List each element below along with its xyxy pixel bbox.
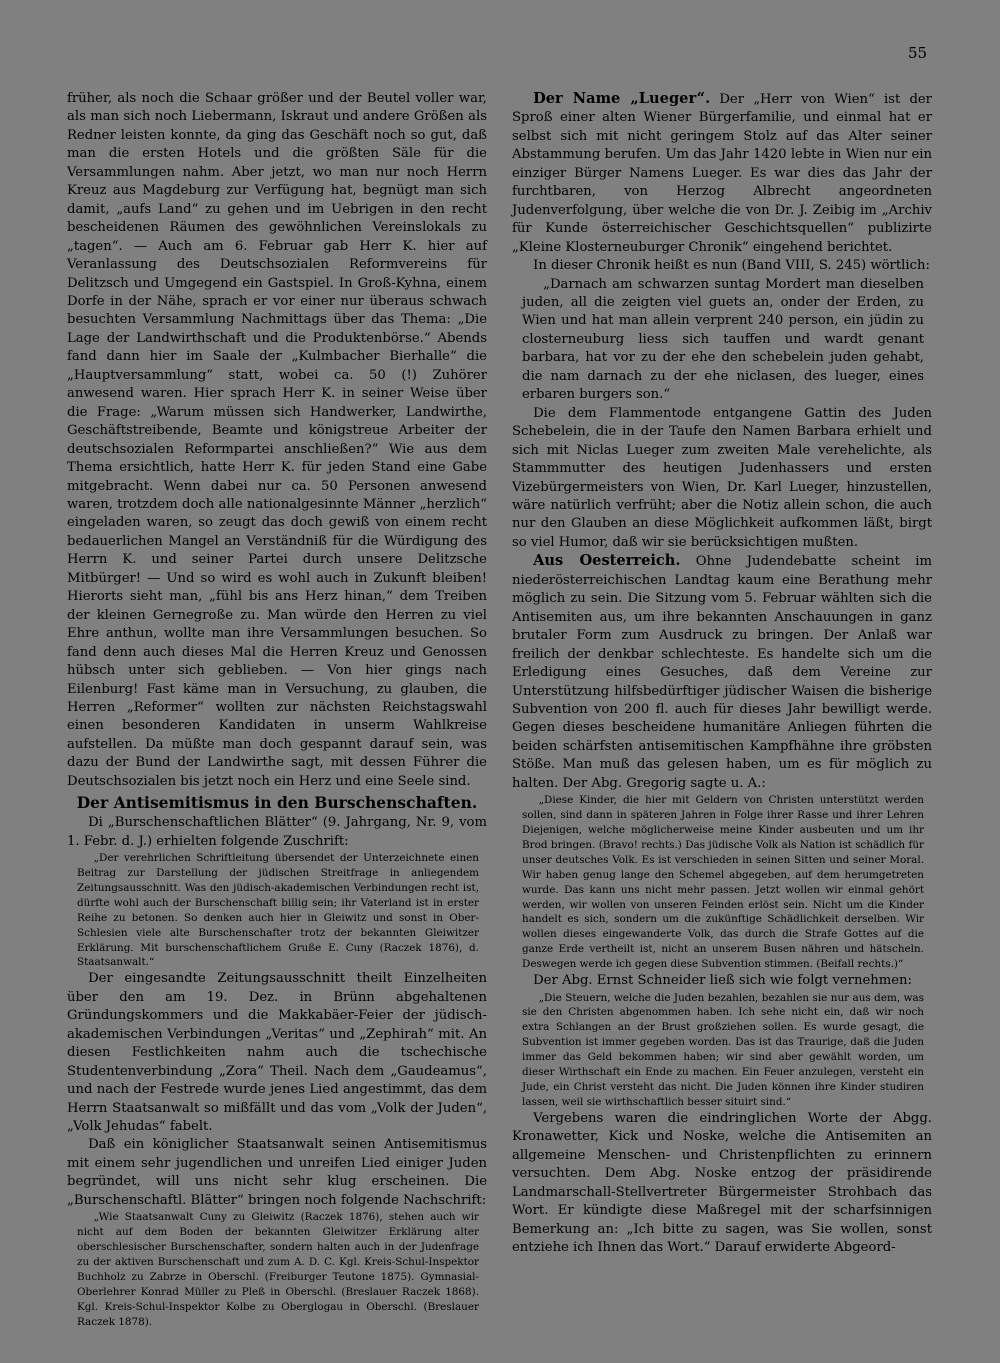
quote-schneider: „Die Steuern, welche die Juden bezahlen, bezahlen sie nur aus dem, was sie den Christen abgenommen haben. Ich sehe nicht ein, daß wir noch extra Schlangen an der Brust großziehen sollen. Es wurde gesagt, die Subvention ist immer gegeben worden. Das ist das Traurige, daß die Juden immer das Geld bekommen haben; wir sind aber gewählt worden, um dieser Wirthschaft ein Ende zu machen. Ein Feuer anzulegen, versteht ein Jude, ein Christ versteht das nicht. Die Juden können ihre Kinder studiren lassen, weil sie wirthschaftlich besser situirt sind.“ [522,991,924,1108]
page-number: 55 [908,44,928,62]
paragraph-staatsanwalt: Daß ein königlicher Staatsanwalt seinen Antisemitismus mit einem sehr jugendlichen und unreifen Lied einiger Juden begründet, will uns nicht sehr klug erscheinen. Die „Burschenschaftl. Blätter“ bringen noch folgende Nachschrift: [67,1137,487,1208]
paragraph-delitzsch: früher, als noch die Schaar größer und der Beutel voller war, als man sich noch Liebermann, Iskraut und andere Größen als Redner leisten konnte, da ging das Geschäft noch so gut, daß man die ersten Hotels und die größten Säle für die Versammlungen nahm. Aber jetzt, wo man nur noch Herrn Kreuz aus Magdeburg zur Verfügung hat, begnügt man sich damit, „aufs Land“ zu gehen und im Uebrigen in den recht bescheidenen Räumen des gewöhnlichen Vereinslokals zu „tagen“. — Auch am 6. Februar gab Herr K. hier auf Veranlassung des Deutschsozialen Reformvereins für Delitzsch und Umgegend ein Gastspiel. In Groß-Kyhna, einem Dorfe in der Nähe, sprach er vor einer nur überaus schwach besuchten Versammlung Nachmittags über das Thema: „Die Lage der Landwirthschaft und die Produktenbörse.“ Abends fand dann hier im Saale der „Kulmbacher Bierhalle“ die „Hauptversammlung“ statt, wobei ca. 50 (!) Zuhörer anwesend waren. Hier sprach Herr K. in seiner Weise über die Frage: „Warum müssen sich Handwerker, Landwirthe, Geschäftstreibende, Beamte und königstreue Arbeiter der deutschsozialen Reformpartei anschließen?“ Wie aus dem Thema ersichtlich, hatte Herr K. für jeden Stand eine Gabe mitgebracht. Wenn dabei nur ca. 50 Personen anwesend waren, trotzdem doch alle nationalgesinnte Männer „herzlich“ eingeladen waren, so zeugt das doch gewiß von einem recht bedauerlichen Mangel an Verständniß für die Würdigung des Herrn K. und seiner Partei durch unsere Delitzsche Mitbürger! — Und so wird es wohl auch in Zukunft bleiben! Hierorts sieht man, „fühl bis ans Herz hinan,“ dem Treiben der kleinen Gernegroße zu. Man würde den Herren zu viel Ehre anthun, wollte man ihre Versammlungen besuchen. So fand denn auch dieses Mal die Herren Kreuz und Genossen hübsch unter sich geblieben. — Von hier gings nach Eilenburg! Fast käme man in Versuchung, zu glauben, die Herren „Reformer“ wollten zur nächsten Reichstagswahl einen besonderen Kandidaten in unserm Wahlkreise aufstellen. Da müßte man doch gespannt darauf sein, was dazu der Bund der Landwirthe sagt, mit dessen Führer die Deutschsozialen bis jetzt noch ein Herz und eine Seele sind. [67,91,487,789]
paragraph-vergebens: Vergebens waren die eindringlichen Worte der Abgg. Kronawetter, Kick und Noske, welche die Antisemiten an allgemeine Menschen- und Christenpflichten zu erinnern versuchten. Dem Abg. Noske entzog der präsidirende Landmarschall-Stellvertreter Bürgermeister Strohbach das Wort. Er kündigte diese Maßregel mit der scharfsinnigen Bemerkung an: „Ich bitte zu sagen, was Sie wollen, sonst entziehe ich Ihnen das Wort.“ Darauf erwiderte Abgeord- [512,1110,932,1255]
paragraph-bruenn: Der eingesandte Zeitungsausschnitt theilt Einzelheiten über den am 19. Dez. in Brünn abgehaltenen Gründungskommers und die Makkabäer-Feier der jüdisch-akademischen Verbindungen „Veritas“ und „Zephirah“ mit. An diesen Festlichkeiten nahm auch die tschechische Studentenverbindung „Zora“ Theil. Nach dem „Gaudeamus“, und nach der Festrede wurde jenes Lied angestimmt, das dem Herrn Staatsanwalt so mißfällt und das vom „Volk der Juden“, „Volk Jehudas“ fabelt. [67,971,487,1134]
quote-nachschrift: „Wie Staatsanwalt Cuny zu Gleiwitz (Raczek 1876), stehen auch wir nicht auf dem Boden der bekannten Gleiwitzer Erklärung alter oberschlesischer Burschenschafter, sondern halten auch in der Judenfrage zu der aktiven Burschenschaft und zum A. D. C. Kgl. Kreis-Schul-Inspektor Buchholz zu Zabrze in Oberschl. (Freiburger Teutone 1875). Gymnasial-Oberlehrer Konrad Müller zu Pleß in Oberschl. (Breslauer Raczek 1868). Kgl. Kreis-Schul-Inspektor Kolbe zu Oberglogau in Oberschl. (Breslauer Raczek 1878). [77,1211,479,1328]
paragraph-blaetter-intro: Di „Burschenschaftlichen Blätter“ (9. Jahrgang, Nr. 9, vom 1. Febr. d. J.) erhielten folgende Zuschrift: [67,815,487,849]
quote-chronik: „Darnach am schwarzen suntag Mordert man dieselben juden, all die zeigten viel guets an, onder der Erden, zu Wien und hat man allein verprent 240 person, ein jüdin zu closterneuburg liess sich tauffen und wardt genant barbara, hat vor zu der ehe den schebelein juden gehabt, die nam darnach zu der ehe niclasen, des lueger, eines erbaren burgers son.“ [522,276,924,403]
left-column [67,90,487,1330]
paragraph-schneider: Der Abg. Ernst Schneider ließ sich wie folgt vernehmen: [533,973,912,989]
paragraph-lueger [512,90,932,257]
heading-burschenschaften: Der Antisemitismus in den Burschenschaften. [76,793,478,813]
paragraph-oesterreich [512,552,932,793]
paragraph-lueger-text: Der „Herr von Wien“ ist der Sproß einer alten Wiener Bürgerfamilie, und einmal hat er selbst sich mit nicht geringem Stolz auf das Alter seiner Abstammung berufen. Um das Jahr 1420 lebte in Wien nur ein einziger Bürger Namens Lueger. Es war dies das Jahr der furchtbaren, von Herzog Albrecht angeordneten Judenverfolgung, über welche die von Dr. J. Zeibig im „Archiv für Kunde österreichischer Geschichtsquellen“ publizirte „Kleine Klosterneuburger Chronik“ eingehend berichtet. [512,92,932,255]
runin-heading-lueger: Der Name „Lueger“. [533,90,711,107]
right-column [512,90,932,1257]
paragraph-oesterreich-text: Ohne Judendebatte scheint im niederösterreichischen Landtag kaum eine Berathung mehr möglich zu sein. Die Sitzung vom 5. Februar wählten sich die Antisemiten aus, um ihre bekannten Anschauungen in ganz brutaler Form zum Ausdruck zu bringen. Der Anlaß war freilich der denkbar schlechteste. Es handelte sich um die Erledigung eines Gesuches, daß dem Vereine zur Unterstützung hilfsbedürftiger jüdischer Waisen die bisherige Subvention von 200 fl. auch für dieses Jahr bewilligt werde. Gegen dieses bescheidene humanitäre Anliegen führten die beiden schärfsten antisemitischen Kampfhähne ihre gröbsten Stöße. Man muß das gelesen haben, um es für möglich zu halten. Der Abg. Gregorig sagte u. A.: [512,554,932,791]
quote-cuny: „Der verehrlichen Schriftleitung übersendet der Unterzeichnete einen Beitrag zur Darstellung der jüdischen Streitfrage in anliegendem Zeitungsausschnitt. Was den jüdisch-akademischen Verbindungen recht ist, dürfte wohl auch der Burschenschaft billig sein; ihr Vaterland ist in erster Reihe zu betonen. So denken auch hier in Gleiwitz und sonst in Ober-Schlesien viele alte Burschenschafter trotz der bekannten Gleiwitzer Erklärung. Mit burschenschaftlichem Gruße E. Cuny (Raczek 1876), d. Staatsanwalt.“ [77,852,479,969]
paragraph-chronik: In dieser Chronik heißt es nun (Band VIII, S. 245) wörtlich: [533,258,930,274]
quote-gregorig: „Diese Kinder, die hier mit Geldern von Christen unterstützt werden sollen, sind dann in späteren Jahren in Folge ihrer Rasse und ihrer Lehren Diejenigen, welche möglicherweise meine Kinder ausbeuten und um ihr Brod bringen. (Bravo! rechts.) Das jüdische Volk als Nation ist schädlich für unser deutsches Volk. Es ist verschieden in seinen Sitten und seiner Moral. Wir haben genug lange den Schemel abgegeben, auf dem herumgetreten wurde. Das kann uns nicht mehr passen. Jetzt wollen wir einmal gehört werden, wir wollen von unseren Feinden erlöst sein. Nicht um die Kinder handelt es sich, sondern um die zukünftige Schädlichkeit derselben. Wir wollen dieses eingewanderte Volk, das durch die Strafe Gottes auf die ganze Erde vertheilt ist, nicht an unserem Busen nähren und hätscheln. Deswegen werde ich gegen diese Subvention stimmen. (Beifall rechts.)“ [522,794,924,971]
runin-heading-oesterreich: Aus Oesterreich. [533,552,681,570]
paragraph-schebelein: Die dem Flammentode entgangene Gattin des Juden Schebelein, die in der Taufe den Namen Barbara erhielt und sich mit Niclas Lueger zum zweiten Male verehelichte, als Stammmutter des heutigen Judenhassers und ersten Vizebürgermeisters von Wien, Dr. Karl Lueger, hinzustellen, wäre natürlich verfrüht; aber die Notiz allein schon, die auch nur den Glauben an diese Möglichkeit aufkommen läßt, birgt so viel Humor, daß wir sie berücksichtigen mußten. [512,405,932,550]
